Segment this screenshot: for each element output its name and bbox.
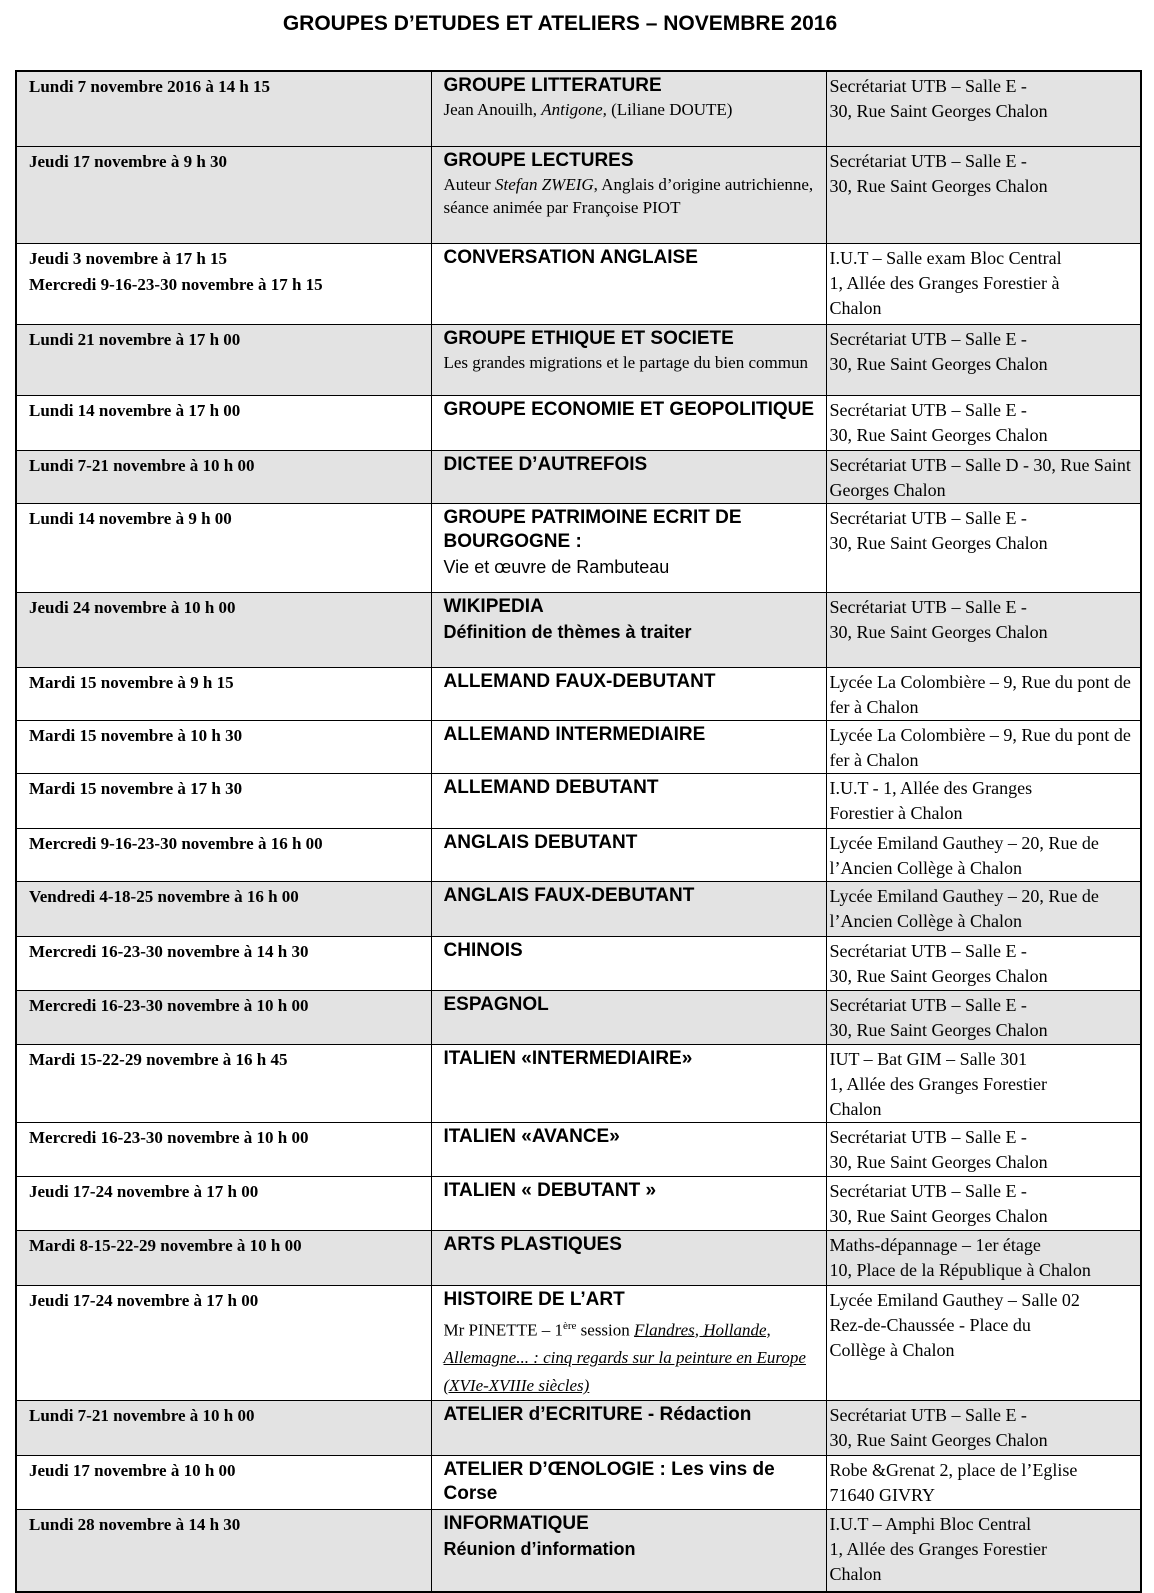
location-cell bbox=[826, 936, 1141, 990]
group-title: GROUPE ECONOMIE ET GEOPOLITIQUE bbox=[443, 398, 815, 420]
description-text: Les grandes migrations et le partage du bien commun bbox=[443, 352, 808, 372]
group-title: ANGLAIS DEBUTANT bbox=[443, 831, 638, 853]
group-title: GROUPE LITTERATURE bbox=[443, 75, 662, 96]
location-line: Secrétariat UTB – Salle E - bbox=[829, 940, 1027, 961]
location-line: 30, Rue Saint Georges Chalon bbox=[829, 965, 1048, 986]
location-cell bbox=[826, 1122, 1141, 1176]
location-line: 10, Place de la République à Chalon bbox=[829, 1259, 1091, 1280]
group-title: ESPAGNOL bbox=[443, 993, 549, 1015]
date-line: Lundi 7 novembre 2016 à 14 h 15 bbox=[29, 77, 271, 96]
table-row bbox=[16, 1456, 1141, 1510]
group-cell bbox=[431, 503, 826, 592]
date-cell bbox=[16, 450, 431, 503]
location-line: Secrétariat UTB – Salle E - bbox=[829, 507, 1027, 528]
location-cell bbox=[826, 881, 1141, 936]
date-cell bbox=[16, 667, 431, 720]
location-cell bbox=[826, 450, 1141, 503]
table-row bbox=[16, 1401, 1141, 1456]
schedule-body bbox=[16, 71, 1141, 1592]
location-cell bbox=[826, 503, 1141, 592]
group-description bbox=[444, 1312, 822, 1401]
table-row bbox=[16, 720, 1141, 773]
table-row bbox=[16, 71, 1141, 146]
description-text: (Liliane DOUTE) bbox=[606, 100, 733, 119]
table-row bbox=[16, 773, 1141, 828]
date-line: Jeudi 24 novembre à 10 h 00 bbox=[29, 597, 236, 617]
group-cell bbox=[431, 1401, 826, 1456]
location-line: Maths-dépannage – 1er étage bbox=[829, 1234, 1041, 1255]
date-cell bbox=[16, 592, 431, 667]
table-row bbox=[16, 503, 1141, 592]
location-line: Secrétariat UTB – Salle D - 30, Rue Saint Georges Chalon bbox=[829, 454, 1131, 500]
date-cell bbox=[16, 146, 431, 243]
date-cell bbox=[16, 881, 431, 936]
date-cell bbox=[16, 243, 431, 324]
date-line: Jeudi 17 novembre à 9 h 30 bbox=[29, 151, 228, 171]
group-title: ATELIER D’ŒNOLOGIE : Les vins de Corse bbox=[443, 1459, 775, 1505]
group-cell bbox=[431, 395, 826, 450]
location-cell bbox=[826, 1456, 1141, 1510]
location-cell bbox=[826, 1044, 1141, 1122]
date-cell bbox=[16, 71, 431, 146]
table-row bbox=[16, 1230, 1141, 1285]
group-title: ALLEMAND INTERMEDIAIRE bbox=[443, 723, 706, 745]
group-title: WIKIPEDIA bbox=[443, 595, 544, 617]
table-row bbox=[16, 324, 1141, 395]
date-line: Mercredi 16-23-30 novembre à 10 h 00 bbox=[29, 995, 309, 1015]
table-row bbox=[16, 1044, 1141, 1122]
date-line: Mercredi 16-23-30 novembre à 10 h 00 bbox=[29, 1127, 309, 1147]
group-title: ITALIEN «INTERMEDIAIRE» bbox=[443, 1047, 693, 1069]
location-line: Lycée La Colombière – 9, Rue du pont de fer à Chalon bbox=[829, 724, 1131, 770]
date-line: Mercredi 9-16-23-30 novembre à 16 h 00 bbox=[29, 833, 323, 853]
date-line: Jeudi 3 novembre à 17 h 15 bbox=[29, 248, 228, 268]
group-cell bbox=[431, 71, 826, 146]
table-row bbox=[16, 990, 1141, 1044]
group-title: DICTEE D’AUTREFOIS bbox=[443, 453, 648, 475]
table-row bbox=[16, 243, 1141, 324]
group-description: Définition de thèmes à traiter bbox=[443, 621, 692, 642]
location-line: 30, Rue Saint Georges Chalon bbox=[829, 1205, 1048, 1226]
date-cell bbox=[16, 1044, 431, 1122]
location-line: Forestier à Chalon bbox=[829, 802, 963, 823]
date-cell bbox=[16, 936, 431, 990]
date-line: Jeudi 17 novembre à 10 h 00 bbox=[29, 1461, 236, 1481]
table-row bbox=[16, 1122, 1141, 1176]
date-cell bbox=[16, 1285, 431, 1401]
date-cell bbox=[16, 773, 431, 828]
group-cell bbox=[431, 667, 826, 720]
location-line: Secrétariat UTB – Salle E - bbox=[829, 1126, 1027, 1147]
location-cell bbox=[826, 395, 1141, 450]
location-cell bbox=[826, 1401, 1141, 1456]
date-cell bbox=[16, 720, 431, 773]
location-cell bbox=[826, 828, 1141, 881]
date-line: Jeudi 17-24 novembre à 17 h 00 bbox=[29, 1181, 259, 1201]
table-row bbox=[16, 1176, 1141, 1230]
group-cell bbox=[431, 1176, 826, 1230]
location-line: Secrétariat UTB – Salle E - bbox=[829, 994, 1027, 1015]
location-line: I.U.T – Salle exam Bloc Central bbox=[829, 247, 1062, 268]
date-line: Mardi 15 novembre à 17 h 30 bbox=[29, 778, 243, 798]
table-row bbox=[16, 828, 1141, 881]
group-cell bbox=[431, 146, 826, 243]
description-text: Jean Anouilh, bbox=[443, 100, 542, 119]
group-title: CONVERSATION ANGLAISE bbox=[443, 246, 698, 268]
date-line: Mardi 15-22-29 novembre à 16 h 45 bbox=[29, 1049, 288, 1069]
group-title: GROUPE ETHIQUE ET SOCIETE bbox=[443, 327, 734, 349]
date-line: Mercredi 16-23-30 novembre à 14 h 30 bbox=[29, 941, 309, 961]
table-row bbox=[16, 881, 1141, 936]
date-line: Mardi 15 novembre à 10 h 30 bbox=[29, 725, 243, 745]
location-line: Lycée Emiland Gauthey – 20, Rue de l’Ancien Collège à Chalon bbox=[829, 885, 1099, 931]
date-line: Lundi 14 novembre à 9 h 00 bbox=[29, 508, 232, 528]
date-line: Mercredi 9-16-23-30 novembre à 17 h 15 bbox=[29, 274, 323, 294]
date-cell bbox=[16, 1176, 431, 1230]
location-line: 30, Rue Saint Georges Chalon bbox=[829, 1430, 1048, 1451]
description-italic: Stefan ZWEIG bbox=[494, 174, 594, 194]
location-line: Secrétariat UTB – Salle E - bbox=[829, 596, 1027, 617]
description-italic: Antigone, bbox=[541, 100, 607, 119]
location-cell bbox=[826, 773, 1141, 828]
location-line: Secrétariat UTB – Salle E - bbox=[829, 328, 1027, 349]
location-line: 30, Rue Saint Georges Chalon bbox=[829, 175, 1048, 196]
location-line: Secrétariat UTB – Salle E - bbox=[829, 76, 1027, 96]
location-line: Robe &Grenat 2, place de l’Eglise bbox=[829, 1460, 1078, 1481]
group-description: Vie et œuvre de Rambuteau bbox=[443, 556, 670, 577]
group-cell bbox=[431, 1044, 826, 1122]
location-line: 30, Rue Saint Georges Chalon bbox=[829, 353, 1048, 374]
table-row bbox=[16, 450, 1141, 503]
location-cell bbox=[826, 1510, 1141, 1592]
group-cell bbox=[431, 881, 826, 936]
table-row bbox=[16, 592, 1141, 667]
description-text: Auteur bbox=[443, 174, 495, 194]
description-underlined: Flandres, Hollande, Allemagne... : cinq regards sur la peinture en Europe (XVIe-XVIIIe siècles) bbox=[443, 1320, 806, 1396]
group-cell bbox=[431, 936, 826, 990]
location-line: 30, Rue Saint Georges Chalon bbox=[829, 621, 1048, 642]
location-cell bbox=[826, 720, 1141, 773]
location-line: 1, Allée des Granges Forestier bbox=[829, 1073, 1047, 1094]
date-cell bbox=[16, 503, 431, 592]
location-line: 30, Rue Saint Georges Chalon bbox=[829, 532, 1048, 553]
date-cell bbox=[16, 1456, 431, 1510]
location-line: Chalon bbox=[829, 1098, 882, 1119]
location-line: 30, Rue Saint Georges Chalon bbox=[829, 101, 1048, 121]
location-line: Lycée La Colombière – 9, Rue du pont de fer à Chalon bbox=[829, 671, 1131, 717]
location-cell bbox=[826, 243, 1141, 324]
table-row bbox=[16, 1510, 1141, 1592]
group-title: ATELIER d’ECRITURE - Rédaction bbox=[443, 1404, 752, 1426]
location-line: Collège à Chalon bbox=[829, 1339, 955, 1360]
group-cell bbox=[431, 592, 826, 667]
date-line: Lundi 28 novembre à 14 h 30 bbox=[29, 1515, 241, 1535]
table-row bbox=[16, 936, 1141, 990]
group-title: ALLEMAND FAUX-DEBUTANT bbox=[443, 670, 716, 692]
date-line: Lundi 7-21 novembre à 10 h 00 bbox=[29, 455, 255, 475]
group-cell bbox=[431, 243, 826, 324]
group-title: ITALIEN « DEBUTANT » bbox=[443, 1179, 657, 1201]
group-title: HISTOIRE DE L’ART bbox=[443, 1288, 625, 1310]
location-line: IUT – Bat GIM – Salle 301 bbox=[829, 1048, 1028, 1069]
location-line: Lycée Emiland Gauthey – Salle 02 bbox=[829, 1289, 1080, 1310]
location-line: I.U.T - 1, Allée des Granges bbox=[829, 777, 1033, 798]
group-cell bbox=[431, 450, 826, 503]
group-title: CHINOIS bbox=[443, 939, 523, 961]
date-cell bbox=[16, 1401, 431, 1456]
date-line: Jeudi 17-24 novembre à 17 h 00 bbox=[29, 1290, 259, 1310]
location-cell bbox=[826, 990, 1141, 1044]
location-line: 30, Rue Saint Georges Chalon bbox=[829, 1019, 1048, 1040]
location-line: I.U.T – Amphi Bloc Central bbox=[829, 1514, 1032, 1535]
location-line: Lycée Emiland Gauthey – 20, Rue de l’Ancien Collège à Chalon bbox=[829, 832, 1099, 878]
location-cell bbox=[826, 324, 1141, 395]
date-cell bbox=[16, 828, 431, 881]
date-line: Lundi 7-21 novembre à 10 h 00 bbox=[29, 1406, 255, 1426]
location-line: Secrétariat UTB – Salle E - bbox=[829, 150, 1027, 171]
date-line: Lundi 14 novembre à 17 h 00 bbox=[29, 400, 241, 420]
group-cell bbox=[431, 828, 826, 881]
location-cell bbox=[826, 592, 1141, 667]
location-line: 71640 GIVRY bbox=[829, 1485, 936, 1506]
schedule-table bbox=[15, 70, 1142, 1593]
description-text: session bbox=[576, 1320, 635, 1340]
location-line: 30, Rue Saint Georges Chalon bbox=[829, 1151, 1048, 1172]
date-cell bbox=[16, 395, 431, 450]
description-text: Mr PINETTE – 1 bbox=[443, 1320, 563, 1340]
table-row bbox=[16, 1285, 1141, 1401]
location-line: Rez-de-Chaussée - Place du bbox=[829, 1314, 1031, 1335]
group-description: Réunion d’information bbox=[443, 1539, 636, 1560]
location-cell bbox=[826, 1176, 1141, 1230]
location-cell bbox=[826, 1285, 1141, 1401]
location-line: 1, Allée des Granges Forestier à bbox=[829, 272, 1060, 293]
date-line: Mardi 15 novembre à 9 h 15 bbox=[29, 672, 234, 692]
group-title: ANGLAIS FAUX-DEBUTANT bbox=[443, 884, 695, 906]
superscript: ère bbox=[562, 1319, 577, 1332]
group-cell bbox=[431, 1230, 826, 1285]
group-title: INFORMATIQUE bbox=[443, 1513, 589, 1535]
group-cell bbox=[431, 1510, 826, 1592]
date-cell bbox=[16, 1122, 431, 1176]
location-cell bbox=[826, 667, 1141, 720]
group-cell bbox=[431, 1122, 826, 1176]
location-cell bbox=[826, 1230, 1141, 1285]
date-cell bbox=[16, 324, 431, 395]
location-line: Secrétariat UTB – Salle E - bbox=[829, 1180, 1027, 1201]
group-title: GROUPE PATRIMOINE ECRIT DE BOURGOGNE : bbox=[443, 506, 742, 552]
location-line: Chalon bbox=[829, 1564, 882, 1585]
description-text: , Anglais d’origine autrichienne, séance animée par Françoise PIOT bbox=[443, 174, 814, 217]
group-title: ALLEMAND DEBUTANT bbox=[443, 776, 659, 798]
table-row bbox=[16, 395, 1141, 450]
location-cell bbox=[826, 71, 1141, 146]
group-cell bbox=[431, 1285, 826, 1401]
date-cell bbox=[16, 1230, 431, 1285]
group-cell bbox=[431, 990, 826, 1044]
group-title: ITALIEN «AVANCE» bbox=[443, 1125, 620, 1147]
group-cell bbox=[431, 773, 826, 828]
group-title: GROUPE LECTURES bbox=[443, 149, 634, 171]
location-line: Secrétariat UTB – Salle E - bbox=[829, 399, 1027, 420]
group-description bbox=[444, 98, 822, 121]
date-cell bbox=[16, 990, 431, 1044]
group-description bbox=[444, 173, 822, 219]
group-cell bbox=[431, 324, 826, 395]
date-line: Mardi 8-15-22-29 novembre à 10 h 00 bbox=[29, 1235, 302, 1255]
location-line: 1, Allée des Granges Forestier bbox=[829, 1539, 1047, 1560]
group-description bbox=[444, 351, 822, 374]
group-cell bbox=[431, 1456, 826, 1510]
location-cell bbox=[826, 146, 1141, 243]
location-line: Chalon bbox=[829, 297, 882, 318]
table-row bbox=[16, 146, 1141, 243]
location-line: 30, Rue Saint Georges Chalon bbox=[829, 424, 1048, 445]
location-line: Secrétariat UTB – Salle E - bbox=[829, 1405, 1027, 1426]
date-cell bbox=[16, 1510, 431, 1592]
date-line: Vendredi 4-18-25 novembre à 16 h 00 bbox=[29, 886, 299, 906]
page-title: GROUPES D’ETUDES ET ATELIERS – NOVEMBRE 2016 bbox=[282, 12, 838, 35]
group-cell bbox=[431, 720, 826, 773]
table-row bbox=[16, 667, 1141, 720]
group-title: ARTS PLASTIQUES bbox=[443, 1233, 622, 1255]
date-line: Lundi 21 novembre à 17 h 00 bbox=[29, 329, 241, 349]
